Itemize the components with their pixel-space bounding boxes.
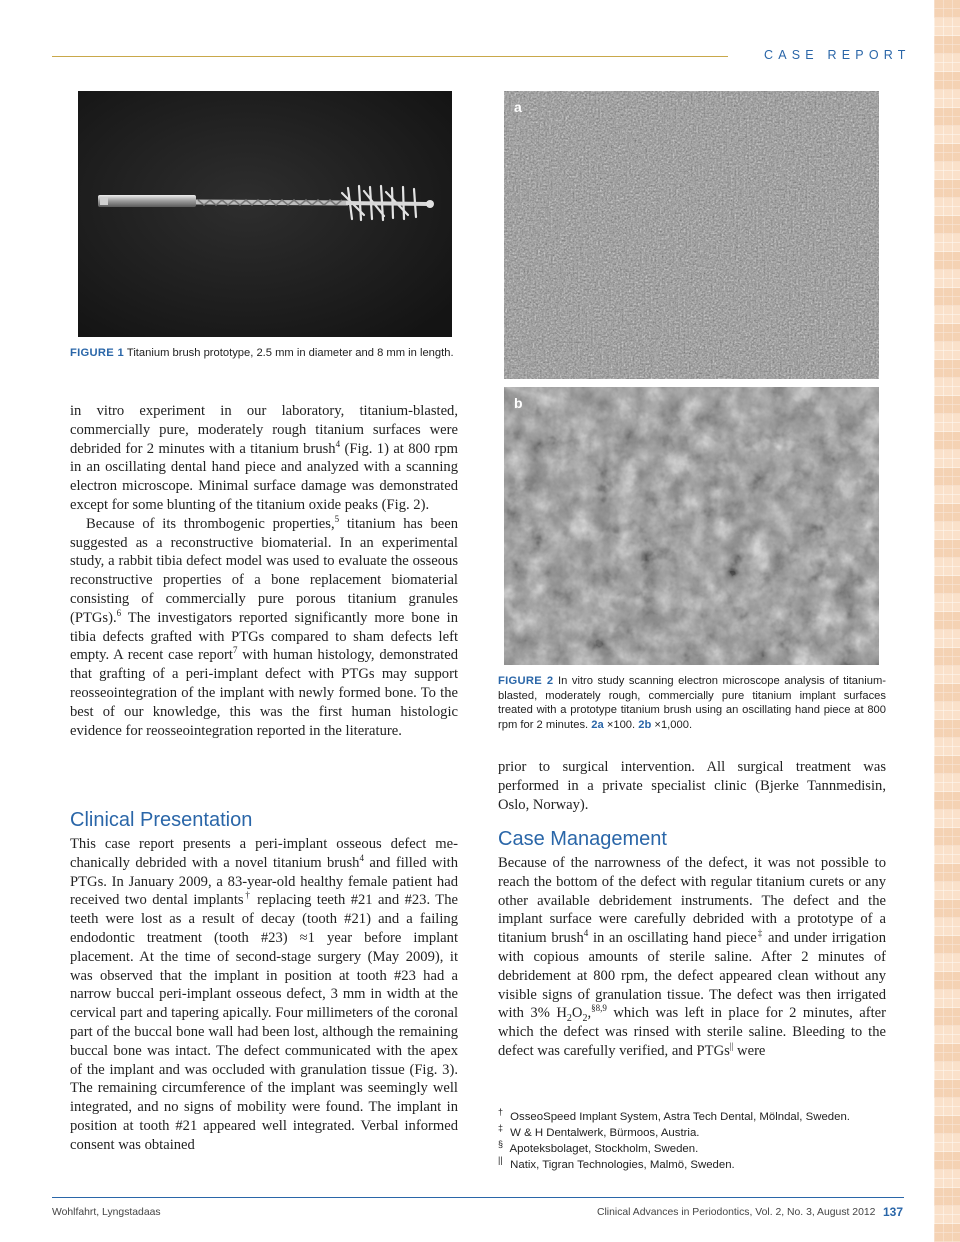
text-run: and under irrigation with copious amounts of sterile saline. After 2 minutes of debridement at 800 rpm, the defect appeared clean without any visible signs of granulation tissue. The defect was then irrigated with 3% H (498, 930, 886, 1022)
figure-2b-ref: 2b (638, 718, 652, 731)
footnote-text: Apoteksbolaget, Stockholm, Sweden. (509, 1143, 699, 1155)
figure-2-caption (498, 674, 886, 732)
text-run: and filled with PTGs. In January 2009, a 83-year-old healthy female patient had received two dental implants (70, 854, 458, 909)
footnote-sup: §8,9 (591, 1003, 607, 1014)
panel-label-a: a (514, 99, 522, 115)
reference-sup: 6 (116, 607, 122, 618)
text-run: O (571, 1005, 583, 1022)
figure-1-caption (70, 346, 458, 361)
text-run: which was left in place for 2 minutes, after which the defect was rinsed with sterile saline. Bleeding to the defect was carefully verified, and PTGs (498, 1005, 886, 1059)
footnote-4: || Natix, Tigran Technologies, Malmö, Sweden. (498, 1155, 735, 1171)
reference-sup: 5 (334, 513, 340, 524)
reference-sup: 4 (335, 438, 341, 449)
running-head: CASE REPORT (764, 48, 911, 62)
footnote-sup: || (729, 1041, 734, 1052)
paragraph-case-management (498, 854, 886, 1061)
figure-2-label: FIGURE 2 (498, 675, 554, 687)
text-run: were (733, 1042, 766, 1059)
subscript: 2 (566, 1013, 572, 1025)
text-run: Because of its thrombogenic properties, (86, 515, 335, 532)
text-run: with human histology, demonstrated that grafting of a peri-implant defect with PTGs may support reosseointegration of the implant with newly formed bone. To the best of our knowledge, this was the first human histologic evidence for reosseointegration reported in the literature. (70, 647, 458, 739)
paragraph-thrombogenic (70, 515, 458, 741)
text-run: in vitro experiment in our laboratory, titanium-blasted, commercially pure, moderately rough titanium surfaces were debrided for 2 minutes with a titanium brush (70, 403, 458, 457)
figure-1-label: FIGURE 1 (70, 347, 124, 359)
footer-rule (52, 1197, 904, 1198)
figure-1-image (78, 91, 452, 337)
figure-2-caption-text: In vitro study scanning electron microscope analysis of titanium-blasted, moderately rough, commercially pure titanium implant surfaces treated with a prototype titanium brush using an oscillating hand piece at 800 rpm for 2 minutes. (498, 675, 886, 731)
heading-case-management: Case Management (498, 828, 667, 850)
figure-2a-ref: 2a (591, 718, 604, 731)
paragraph-clinical (70, 835, 458, 1155)
footnote-sup: † (243, 890, 252, 901)
text-run: titanium has been suggested as a reconstructive biomaterial. In an experimental study, a rabbit tibia defect model was used to evaluate the osseous reconstructive properties of a bone replacement biomaterial consisting of commercially pure porous titanium granules (PTGs). (70, 515, 459, 626)
page-number: 137 (883, 1205, 904, 1219)
text-run: in an oscillating hand piece (588, 930, 757, 947)
footnote-1: † OsseoSpeed Implant System, Astra Tech Dental, Mölndal, Sweden. (498, 1107, 850, 1123)
panel-label-b: b (514, 395, 523, 411)
paragraph-continuation: prior to surgical intervention. All surgical treatment was performed in a private specialist clinic (Bjerke Tannmedisin, Oslo, Norway). (498, 759, 886, 813)
titanium-brush-photo (78, 91, 452, 337)
footnote-2: ‡ W & H Dentalwerk, Bürmoos, Austria. (498, 1123, 700, 1139)
left-column-intro (70, 402, 458, 740)
footer-authors: Wohlfahrt, Lyngstadaas (52, 1207, 161, 1218)
sem-image-100x (504, 91, 879, 379)
footnote-sup: ‡ (756, 928, 764, 939)
reference-sup: 7 (232, 645, 238, 656)
figure-2a-magnification: ×100. (603, 718, 639, 731)
text-run: , (587, 1005, 592, 1022)
right-column-case (498, 854, 886, 1061)
figure-2b-sem-image (504, 387, 879, 665)
footnote-text: W & H Dentalwerk, Bürmoos, Austria. (510, 1127, 700, 1139)
header-rule (52, 56, 728, 57)
subscript: 2 (582, 1013, 588, 1025)
sem-image-1000x (504, 387, 879, 665)
text-run: replacing teeth #21 and #23. The teeth were lost as a result of decay (tooth #21) and a failing endodontic treatment (tooth #23) ≈1 year before implant placement. At the time of second-stage surgery (May 2009), it was observed that the implant in position at tooth #23 had a narrow buccal peri-implant osseous defect, 3 mm in width at the cervical part and tapering apically. Four millimeters of the coronal part of the buccal bone wall had been lost, although the remaining buccal bone was intact. The defect communicated with the apex of the implant and was occluded with granulation tissue (Fig. 3). The remaining circumference of the implant was seemingly well integrated, and no signs of mobility were found. The implant in position at tooth #21 appeared well integrated. Verbal informed consent was obtained (70, 892, 458, 1153)
text-run: Because of the narrowness of the defect, it was not possible to reach the bottom of the defect with regular titanium curets or any other available debridement instruments. The defect and the implant surface were carefully debrided with a prototype of a titanium brush (498, 855, 886, 947)
figure-1-caption-text: Titanium brush prototype, 2.5 mm in diameter and 8 mm in length. (124, 347, 454, 359)
figure-2a-sem-image (504, 91, 879, 379)
footnotes (498, 1109, 898, 1173)
figure-2b-magnification: ×1,000. (651, 718, 693, 731)
reference-sup: 4 (583, 928, 589, 939)
left-column-clinical (70, 835, 458, 1155)
right-column-continuation (498, 758, 886, 814)
footer-journal: Clinical Advances in Periodontics, Vol. 2, No. 3, August 2012 (597, 1207, 876, 1218)
text-run: This case report presents a peri-implant osseous defect mechanically debrided with a novel titanium brush (70, 836, 458, 871)
footnote-3: § Apoteksbolaget, Stockholm, Sweden. (498, 1139, 699, 1155)
decorative-side-strip-overlay (934, 0, 960, 1242)
reference-sup: 4 (359, 852, 364, 863)
footnote-text: OsseoSpeed Implant System, Astra Tech Dental, Mölndal, Sweden. (510, 1111, 850, 1123)
text-run: The investigators reported significantly more bone in tibia defects grafted with PTGs compared to sham defects left empty. A recent case report (70, 609, 458, 664)
paragraph-in-vitro (70, 402, 458, 515)
text-run: (Fig. 1) at 800 rpm in an oscillating dental hand piece and analyzed with a scanning electron microscope. Minimal surface damage was demonstrated except for some blunting of the titanium oxide peaks (Fig. 2). (70, 440, 458, 513)
footnote-text: Natix, Tigran Technologies, Malmö, Sweden. (510, 1159, 735, 1171)
heading-clinical-presentation: Clinical Presentation (70, 809, 253, 831)
